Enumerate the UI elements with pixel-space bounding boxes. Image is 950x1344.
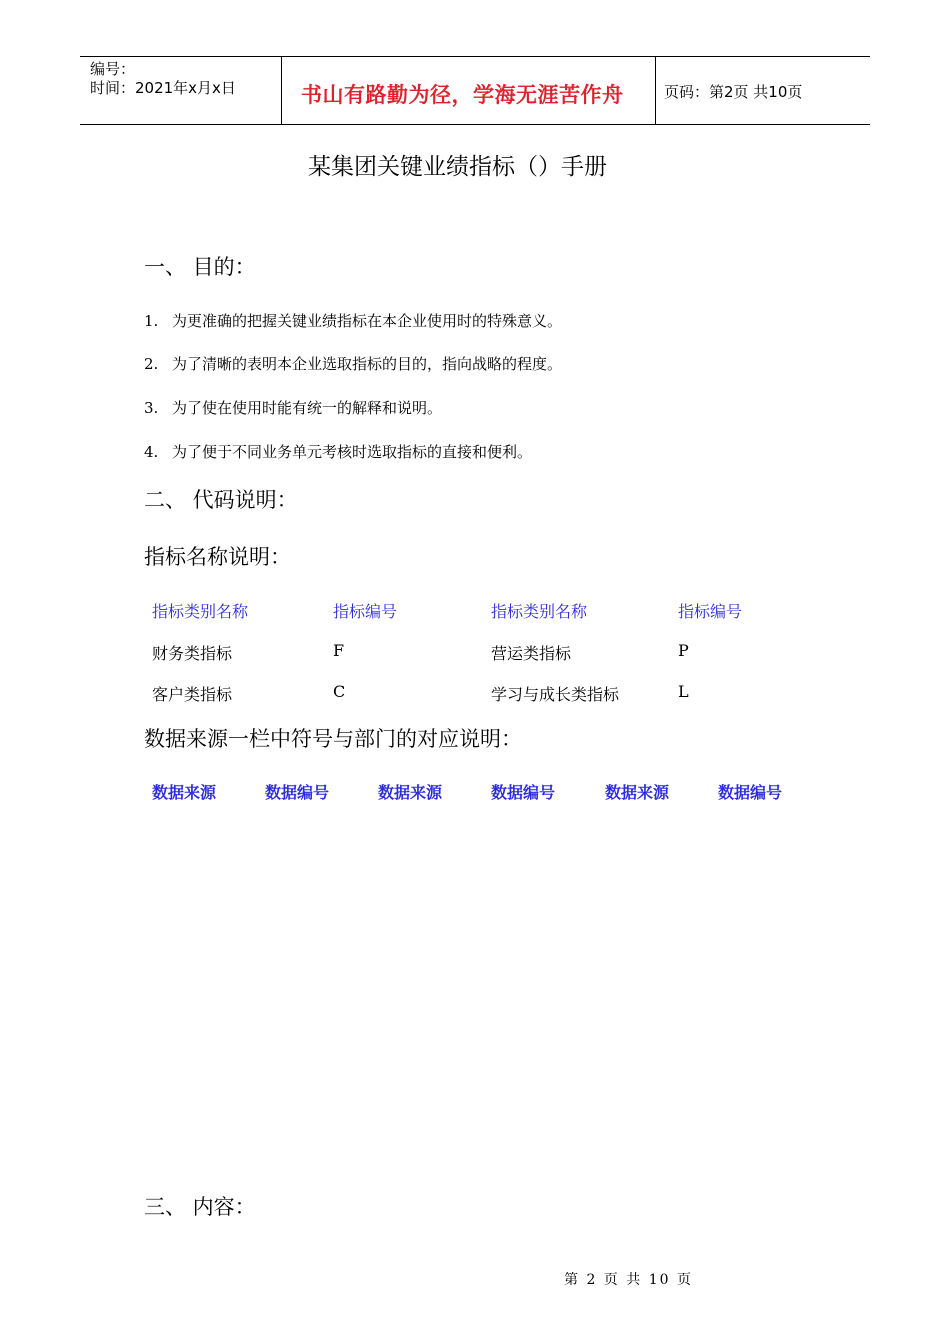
data-source-subheading: 数据来源一栏中符号与部门的对应说明： (144, 727, 522, 751)
list-item-number: 2. (144, 355, 159, 373)
time-label: 时间：2021年x月x日 (90, 79, 236, 97)
table2-header-code: 数据编号 (265, 783, 330, 802)
table1-header-category: 指标类别名称 (152, 602, 249, 621)
header-bottom-rule (80, 124, 870, 125)
table1-header-category-2: 指标类别名称 (491, 602, 588, 621)
header-motto: 书山有路勤为径，学海无涯苦作舟 (301, 83, 624, 107)
list-item (144, 353, 562, 374)
table2-header-source-2: 数据来源 (378, 783, 443, 802)
table2-header-source-3: 数据来源 (605, 783, 670, 802)
list-item (144, 310, 562, 331)
table-cell: C (333, 682, 346, 701)
page-footer: 第 2 页 共 10 页 (564, 1272, 693, 1288)
list-item (144, 441, 532, 462)
list-item-text: 为更准确的把握关键业绩指标在本企业使用时的特殊意义。 (172, 312, 563, 330)
header-divider-left (281, 57, 282, 125)
indicator-name-subheading: 指标名称说明： (144, 545, 291, 569)
table-cell: 学习与成长类指标 (491, 685, 620, 704)
table-cell: P (678, 641, 689, 660)
list-item-number: 1. (144, 312, 159, 330)
section-3-heading: 三、 内容： (144, 1195, 256, 1219)
table1-header-code-2: 指标编号 (678, 602, 743, 621)
header-page-label: 页码：第2页 共10页 (664, 83, 803, 101)
table-cell: 营运类指标 (491, 644, 572, 663)
document-title: 某集团关键业绩指标（）手册 (308, 154, 607, 180)
list-item-text: 为了使在使用时能有统一的解释和说明。 (172, 399, 443, 417)
table-cell: L (678, 682, 689, 701)
table-cell: 客户类指标 (152, 685, 233, 704)
doc-number-label: 编号： (90, 60, 136, 78)
header-divider-right (655, 57, 656, 125)
list-item-number: 4. (144, 443, 159, 461)
section-1-heading: 一、 目的： (144, 255, 256, 279)
table2-header-source: 数据来源 (152, 783, 217, 802)
table1-header-code: 指标编号 (333, 602, 398, 621)
list-item (144, 397, 442, 418)
section-2-heading: 二、 代码说明： (144, 488, 298, 512)
list-item-text: 为了便于不同业务单元考核时选取指标的直接和便利。 (172, 443, 533, 461)
header-top-rule (80, 56, 870, 57)
list-item-text: 为了清晰的表明本企业选取指标的目的，指向战略的程度。 (172, 355, 563, 373)
table2-header-code-2: 数据编号 (491, 783, 556, 802)
table-cell: F (333, 641, 345, 660)
table-cell: 财务类指标 (152, 644, 233, 663)
list-item-number: 3. (144, 399, 159, 417)
table2-header-code-3: 数据编号 (718, 783, 783, 802)
